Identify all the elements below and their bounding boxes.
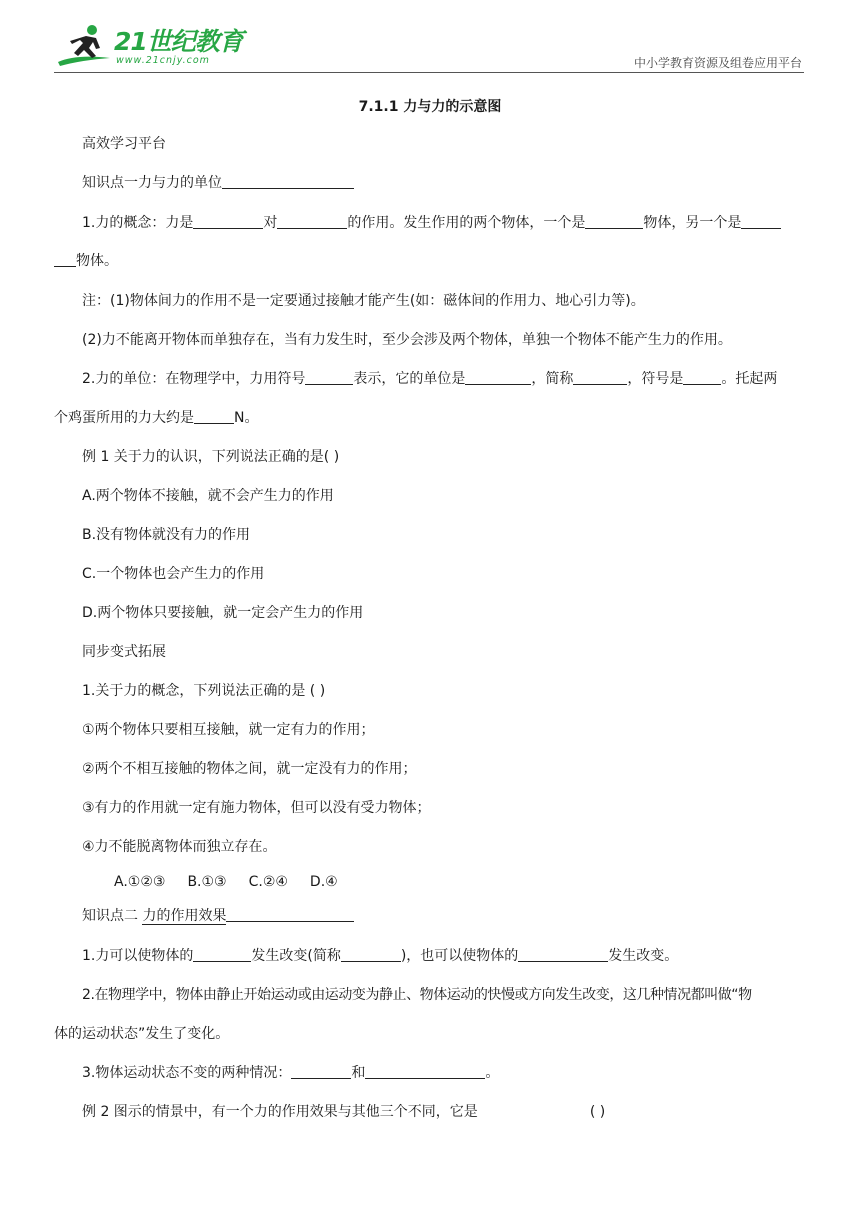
- paragraph-motion-unchanged: [82, 1063, 499, 1083]
- logo: [56, 24, 256, 74]
- brand-url: www.21cnjy.com: [116, 55, 210, 66]
- text: 。托起两: [721, 371, 778, 387]
- knowledge-point-1-label: 知识点一力与力的单位: [82, 175, 222, 191]
- paragraph-force-unit-cont: [54, 408, 258, 428]
- practice-1-statement-2: ②两个不相互接触的物体之间，就一定没有力的作用；: [82, 761, 417, 777]
- note-1: 注：(1)物体间力的作用不是一定要通过接触才能产生(如：磁体间的作用力、地心引力等)。: [82, 293, 645, 309]
- blank: [222, 173, 354, 189]
- option-a: A.①②③: [114, 874, 166, 890]
- blank: [194, 408, 234, 424]
- text: 发生改变(简称: [251, 948, 341, 964]
- option-c: C.②④: [248, 874, 288, 890]
- blank: [741, 213, 781, 229]
- paragraph-motion-state-cont: 体的运动状态”发生了变化。: [54, 1026, 230, 1042]
- text: 和: [351, 1065, 366, 1081]
- blank: [341, 946, 401, 962]
- practice-1-statement-1: ①两个物体只要相互接触，就一定有力的作用；: [82, 722, 375, 738]
- text: ( ): [589, 1104, 606, 1120]
- text: ，简称: [531, 371, 574, 387]
- paragraph-force-concept: [82, 213, 781, 233]
- page-header: [0, 0, 860, 80]
- example-1-option-a: A.两个物体不接触，就不会产生力的作用: [82, 488, 334, 504]
- runner-icon: [56, 24, 112, 68]
- text: 个鸡蛋所用的力大约是: [54, 410, 194, 426]
- blank: [365, 1063, 485, 1079]
- example-1-option-b: B.没有物体就没有力的作用: [82, 527, 251, 543]
- text: 对: [263, 215, 278, 231]
- practice-1-question: 1.关于力的概念，下列说法正确的是 ( ): [82, 683, 326, 699]
- text: 物体，另一个是: [643, 215, 742, 231]
- text: 3.物体运动状态不变的两种情况：: [82, 1065, 292, 1081]
- blank: [226, 906, 354, 922]
- text: 表示，它的单位是: [353, 371, 466, 387]
- section-heading: 高效学习平台: [82, 136, 166, 152]
- example-1-option-c: C.一个物体也会产生力的作用: [82, 566, 265, 582]
- text: N。: [234, 410, 259, 426]
- blank: [573, 369, 627, 385]
- text: 。: [485, 1065, 500, 1081]
- knowledge-point-2-label: 力的作用效果: [142, 908, 227, 924]
- text: 2.力的单位：在物理学中，力用符号: [82, 371, 306, 387]
- blank: [193, 946, 251, 962]
- document-title: 7.1.1 力与力的示意图: [358, 99, 502, 115]
- text: 例 2 图示的情景中，有一个力的作用效果与其他三个不同，它是: [82, 1104, 478, 1120]
- blank: [291, 1063, 351, 1079]
- knowledge-point-2-heading: [82, 906, 354, 926]
- header-tagline: 中小学教育资源及组卷应用平台: [633, 56, 802, 70]
- option-d: D.④: [309, 874, 338, 890]
- example-2-question: [82, 1102, 605, 1122]
- text: 的作用。发生作用的两个物体，一个是: [347, 215, 586, 231]
- text: 1.力的概念：力是: [82, 215, 194, 231]
- example-1-question: 例 1 关于力的认识，下列说法正确的是( ): [82, 449, 340, 465]
- blank: [54, 251, 76, 267]
- header-divider: [54, 72, 804, 73]
- practice-1-statement-3: ③有力的作用就一定有施力物体，但可以没有受力物体；: [82, 800, 431, 816]
- blank: [518, 946, 608, 962]
- text: 知识点二: [82, 908, 143, 924]
- paragraph-force-effect: [82, 946, 678, 966]
- blank: [305, 369, 353, 385]
- blank: [277, 213, 347, 229]
- text: 物体。: [76, 253, 118, 269]
- note-2: (2)力不能离开物体而单独存在，当有力发生时，至少会涉及两个物体，单独一个物体不能产生力的作用。: [82, 332, 732, 348]
- blank: [465, 369, 531, 385]
- practice-1-statement-4: ④力不能脱离物体而独立存在。: [82, 839, 277, 855]
- option-b: B.①③: [187, 874, 227, 890]
- blank: [683, 369, 721, 385]
- text: 发生改变。: [608, 948, 679, 964]
- paragraph-force-concept-cont: [54, 251, 118, 271]
- practice-1-options: [114, 872, 360, 892]
- text: ，符号是: [627, 371, 684, 387]
- text: 1.力可以使物体的: [82, 948, 194, 964]
- practice-heading: 同步变式拓展: [82, 644, 166, 660]
- text: )，也可以使物体的: [400, 948, 519, 964]
- paragraph-motion-state: 2.在物理学中，物体由静止开始运动或由运动变为静止、物体运动的快慢或方向发生改变，这几种情况都叫做“物: [82, 987, 752, 1003]
- blank: [585, 213, 643, 229]
- blank: [193, 213, 263, 229]
- knowledge-point-1-heading: [82, 173, 354, 193]
- paragraph-force-unit: [82, 369, 777, 389]
- example-1-option-d: D.两个物体只要接触，就一定会产生力的作用: [82, 605, 364, 621]
- brand-name: 21世纪教育: [114, 27, 243, 56]
